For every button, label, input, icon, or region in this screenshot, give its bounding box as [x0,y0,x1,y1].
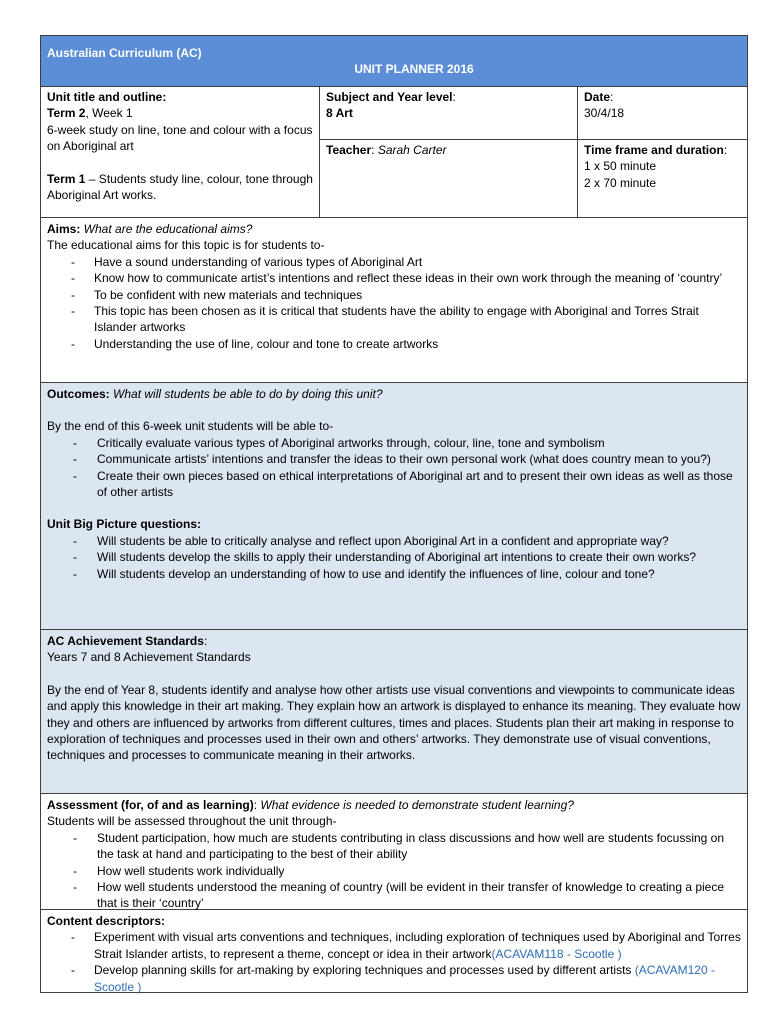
timeframe-line2: 2 x 70 minute [584,175,657,190]
assessment-intro: Students will be assessed throughout the unit through- [47,814,337,829]
outcomes-section [40,383,748,630]
list-item: - Have a sound understanding of various types of Aboriginal Art [47,254,741,270]
subject-label: Subject and Year level [326,90,453,104]
aims-label: Aims: [47,222,81,236]
outcomes-question: What will students be able to do by doing this unit? [109,387,383,401]
aims-question: What are the educational aims? [80,222,253,236]
timeframe-block: Time frame and duration: 1 x 50 minute 2 x 70 minute [578,139,747,193]
list-item: - Communicate artists’ intentions and transfer the ideas to their own personal work (what does country mean to you?) [47,451,741,467]
unit-study-text: 6-week study on line, tone and colour with a focus on Aboriginal art [47,122,313,154]
term1-line: Term 1 – Students study line, colour, tone through Aboriginal Art works. [47,171,313,203]
assessment-section: Assessment (for, of and as learning): What evidence is needed to demonstrate student learning? Students will be assessed throughout the unit through- - Student participation, how much are students contributing in class discussions and how well are students focussing on the task at hand and participating to the best of their ability - How well students work individually - How well students understood the meaning of country (will be evident in their transfer of knowledge to creating a piece that is their ‘country’ [40,794,748,910]
list-item: - Develop planning skills for art-making by exploring techniques and processes used by different artists (ACAVAM120 - Scootle ) [47,962,741,995]
teacher-block: Teacher: Sarah Carter [320,139,577,160]
planner-title: UNIT PLANNER 2016 [354,62,474,77]
list-item: - Critically evaluate various types of Aboriginal artworks through, colour, line, tone and symbolism [47,435,741,451]
term2-line: Term 2, Week 1 [47,106,133,121]
big-picture-list [47,533,741,582]
standards-label: AC Achievement Standards [47,634,204,648]
achievement-standards-section: AC Achievement Standards: Years 7 and 8 Achievement Standards By the end of Year 8, students identify and analyse how other artists use visual conventions and viewpoints to communicate ideas and apply this knowledge in their art making. They explain how an artwork is displayed to enhance its meaning. They evaluate how they and others are influenced by artworks from different cultures, times and places. Students plan their art making in response to exploration of techniques and processes used in their own and others’ artworks. They demonstrate use of visual conventions, techniques and processes to communicate meaning in their artworks. [40,630,748,794]
teacher-label: Teacher [326,143,372,157]
unit-title-label: Unit title and outline: [47,90,167,104]
date-value: 30/4/18 [584,106,625,121]
acavam120-link[interactable]: (ACAVAM120 - Scootle ) [94,963,715,994]
unit-planner [40,35,748,993]
teacher-name: Sarah Carter [377,143,447,157]
assessment-list [47,830,741,912]
date-time-cell [577,87,747,217]
date-label: Date [584,90,611,104]
planner-header [40,35,748,87]
timeframe-label: Time frame and duration [584,143,724,157]
list-item: - Know how to communicate artist’s intentions and reflect these ideas in their own work through the meaning of ‘country’ [47,270,741,286]
list-item: - Understanding the use of line, colour and tone to create artworks [47,336,741,352]
standards-body: By the end of Year 8, students identify and analyse how other artists use visual conventions and viewpoints to communicate ideas and apply this knowledge in their art making. They explain how an artwork is displayed to enhance its meaning. They evaluate how they and others are influenced by artworks from different cultures, times and places. Students plan their art making in response to exploration of techniques and processes used in their own and others’ artworks. They demonstrate use of visual conventions, techniques and processes to communicate meaning in their artworks. [47,682,741,763]
list-item: - Will students be able to critically analyse and reflect upon Aboriginal Art in a confident and appropriate way? [47,533,741,549]
list-item: - Student participation, how much are students contributing in class discussions and how well are students focussing on the task at hand and participating to the best of their ability [47,830,741,863]
aims-list [47,254,741,352]
standards-subtitle: Years 7 and 8 Achievement Standards [47,650,251,665]
list-item: - Will students develop the skills to apply their understanding of Aboriginal art intentions to create their own works? [47,549,741,565]
subject-teacher-cell [319,87,577,217]
big-picture-label: Unit Big Picture questions: [47,517,202,532]
subject-value: 8 Art [326,106,353,121]
timeframe-line1: 1 x 50 minute [584,159,657,174]
aims-intro: The educational aims for this topic is for students to- [47,238,325,253]
subject-block: Subject and Year level: 8 Art [326,90,456,121]
aims-section [40,218,748,383]
list-item: - Will students develop an understanding of how to use and identify the influences of line, colour and tone? [47,566,741,582]
unit-details-grid [40,87,748,218]
list-item: - How well students understood the meaning of country (will be evident in their transfer of knowledge to creating a piece that is their ‘country’ [47,879,741,912]
outcomes-label: Outcomes: [47,387,110,401]
list-item: - This topic has been chosen as it is critical that students have the ability to engage with Aboriginal and Torres Strait Islander artworks [47,303,741,336]
assessment-label: Assessment (for, of and as learning) [47,798,254,812]
acavam118-link[interactable]: (ACAVAM118 - Scootle ) [491,946,622,961]
list-item: - Experiment with visual arts conventions and techniques, including exploration of techniques used by Aboriginal and Torres Strait Islander artists, to represent a theme, concept or idea in their artwork(ACAVAM118 - Scootle ) [47,929,741,962]
assessment-question: What evidence is needed to demonstrate student learning? [257,798,574,812]
unit-outline-cell [41,87,319,217]
list-item: - Create their own pieces based on ethical interpretations of Aboriginal art and to present their own ideas as well as those of other artists [47,468,741,501]
list-item: - To be confident with new materials and techniques [47,287,741,303]
list-item: - How well students work individually [47,863,741,879]
date-block: Date: 30/4/18 [584,89,741,139]
outcomes-list [47,435,741,501]
content-list [47,929,741,995]
content-label: Content descriptors: [47,914,166,928]
curriculum-title: Australian Curriculum (AC) [47,46,202,60]
outcomes-intro: By the end of this 6-week unit students will be able to- [47,419,334,434]
content-descriptors-section [40,910,748,993]
